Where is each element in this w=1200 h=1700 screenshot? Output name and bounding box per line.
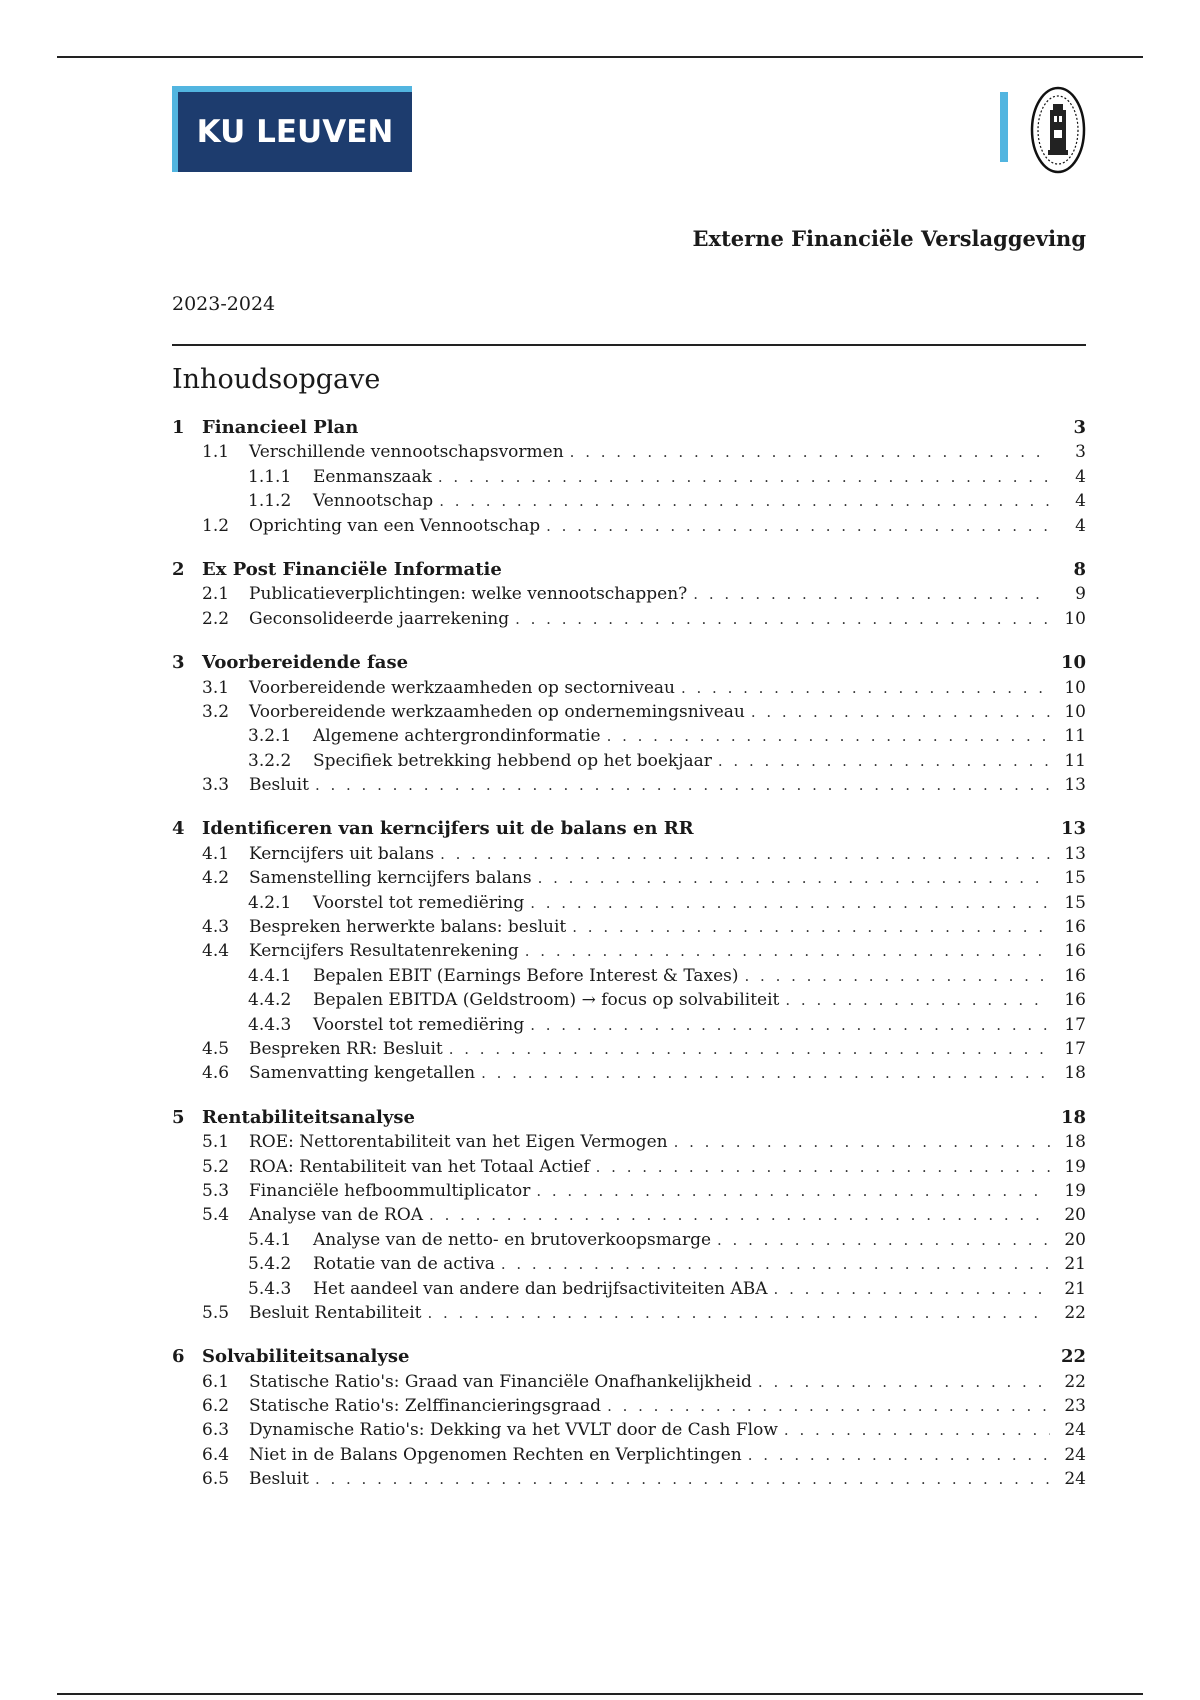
toc-page-number: 22 (1064, 1371, 1086, 1392)
toc-subsection[interactable] (172, 773, 1086, 797)
toc-page-number: 24 (1064, 1469, 1086, 1490)
toc-number: 4.2.1 (248, 892, 292, 913)
toc-subsection[interactable] (172, 1037, 1086, 1061)
toc-subsection[interactable] (172, 1467, 1086, 1491)
toc-number: 5.1 (202, 1132, 230, 1153)
toc-number: 4.4.3 (248, 1014, 292, 1035)
toc-page-number: 19 (1064, 1180, 1086, 1201)
toc-page-number: 13 (1064, 775, 1086, 796)
toc-page-number: 17 (1064, 1014, 1086, 1035)
toc-title: Bespreken herwerkte balans: besluit (249, 917, 567, 938)
toc-title: Kerncijfers uit balans (249, 843, 435, 864)
toc-subsection[interactable] (172, 1130, 1086, 1154)
toc-number: 6.3 (202, 1420, 230, 1441)
toc-subsection[interactable] (172, 1061, 1086, 1085)
dot-leader (440, 842, 1050, 866)
toc-section (172, 1106, 1086, 1326)
toc-subsubsection[interactable] (172, 1013, 1086, 1037)
toc-section (172, 817, 1086, 1085)
toc-number: 1 (172, 417, 185, 438)
toc-title: ROA: Rentabiliteit van het Totaal Actief (249, 1156, 590, 1177)
toc-title: Niet in de Balans Opgenomen Rechten en Verplichtingen (249, 1444, 742, 1465)
toc-number: 2 (172, 558, 185, 580)
toc-title: Voorstel tot remediëring (313, 892, 525, 913)
dot-leader (449, 1037, 1050, 1061)
toc-title: Rotatie van de activa (313, 1254, 495, 1275)
toc-number: 3.2 (202, 701, 230, 722)
toc-subsection[interactable] (172, 939, 1086, 963)
toc-page-number: 23 (1064, 1396, 1086, 1417)
toc-chapter[interactable] (172, 1106, 1086, 1130)
toc-number: 1.1.1 (248, 466, 292, 487)
toc-title: Besluit (249, 1469, 309, 1490)
toc-page-number: 9 (1075, 584, 1086, 605)
toc-number: 1.2 (202, 515, 230, 536)
toc-page-number: 22 (1060, 1346, 1086, 1368)
toc-title: Financieel Plan (202, 417, 359, 438)
dot-leader (429, 1203, 1050, 1227)
toc-subsection[interactable] (172, 1301, 1086, 1325)
toc-page-number: 24 (1064, 1420, 1086, 1441)
toc-number: 5.2 (202, 1156, 230, 1177)
table-of-contents (172, 416, 1086, 1512)
toc-title: Verschillende vennootschapsvormen (249, 442, 564, 463)
toc-subsubsection[interactable] (172, 988, 1086, 1012)
dot-leader (607, 1394, 1050, 1418)
toc-number: 3.2.1 (248, 726, 292, 747)
toc-title: Voorbereidende werkzaamheden op sectorniveau (249, 677, 675, 698)
toc-number: 3 (172, 652, 185, 674)
dot-leader (530, 1013, 1050, 1037)
dot-leader (515, 607, 1050, 631)
dot-leader (774, 1277, 1050, 1301)
toc-title: Voorstel tot remediëring (313, 1014, 525, 1035)
toc-title: Voorbereidende fase (202, 652, 409, 674)
toc-subsubsection[interactable] (172, 749, 1086, 773)
dot-leader (530, 891, 1050, 915)
dot-leader (439, 489, 1050, 513)
toc-title: Dynamische Ratio's: Dekking va het VVLT door de Cash Flow (249, 1420, 778, 1441)
toc-heading: Inhoudsopgave (172, 364, 381, 395)
toc-number: 4.6 (202, 1063, 230, 1084)
toc-page-number: 19 (1064, 1156, 1086, 1177)
dot-leader (748, 1443, 1050, 1467)
toc-page-number: 16 (1064, 965, 1086, 986)
toc-subsubsection[interactable] (172, 1228, 1086, 1252)
toc-subsection[interactable] (172, 1418, 1086, 1442)
toc-section (172, 558, 1086, 631)
dot-leader (745, 964, 1051, 988)
toc-page-number: 10 (1064, 608, 1086, 629)
toc-subsubsection[interactable] (172, 891, 1086, 915)
toc-title: Het aandeel van andere dan bedrijfsactiviteiten ABA (313, 1278, 768, 1299)
toc-page-number: 20 (1064, 1229, 1086, 1250)
toc-number: 2.2 (202, 608, 230, 629)
toc-title: Bespreken RR: Besluit (249, 1038, 443, 1059)
toc-title: Samenstelling kerncijfers balans (249, 868, 532, 889)
dot-leader (572, 915, 1050, 939)
toc-page-number: 10 (1060, 652, 1086, 674)
toc-page-number: 20 (1064, 1205, 1086, 1226)
dot-leader (693, 582, 1050, 606)
toc-title: Samenvatting kengetallen (249, 1063, 476, 1084)
toc-number: 6.5 (202, 1469, 230, 1490)
toc-number: 5 (172, 1106, 185, 1128)
toc-number: 4.1 (202, 843, 230, 864)
toc-number: 1.1 (202, 442, 230, 463)
toc-page-number: 8 (1073, 558, 1086, 580)
logo-text: KU LEUVEN (196, 114, 394, 150)
dot-leader (785, 988, 1050, 1012)
toc-subsection[interactable] (172, 866, 1086, 890)
toc-number: 4 (172, 818, 185, 840)
toc-page-number: 11 (1064, 726, 1086, 747)
dot-leader (570, 440, 1050, 464)
toc-title: Besluit (249, 775, 309, 796)
toc-page-number: 15 (1064, 868, 1086, 889)
toc-page-number: 18 (1064, 1132, 1086, 1153)
toc-title: ROE: Nettorentabiliteit van het Eigen Vermogen (249, 1132, 668, 1153)
toc-number: 5.4 (202, 1205, 230, 1226)
dot-leader (546, 514, 1050, 538)
toc-chapter[interactable] (172, 817, 1086, 841)
toc-title: Identificeren van kerncijfers uit de balans en RR (202, 818, 694, 840)
toc-title: Analyse van de ROA (249, 1205, 424, 1226)
dot-leader (536, 1179, 1050, 1203)
toc-page-number: 16 (1064, 917, 1086, 938)
toc-page-number: 4 (1075, 466, 1086, 487)
toc-subsection[interactable] (172, 1443, 1086, 1467)
toc-number: 2.1 (202, 584, 230, 605)
toc-number: 5.4.3 (248, 1278, 292, 1299)
toc-page-number: 21 (1064, 1254, 1086, 1275)
dot-leader (538, 866, 1050, 890)
toc-section (172, 416, 1086, 538)
dot-leader (596, 1155, 1050, 1179)
toc-page-number: 21 (1064, 1278, 1086, 1299)
dot-leader (758, 1370, 1050, 1394)
toc-number: 5.3 (202, 1180, 230, 1201)
toc-title: Financiële hefboommultiplicator (249, 1180, 531, 1201)
toc-title: Solvabiliteitsanalyse (202, 1346, 410, 1368)
university-seal-icon (1030, 86, 1086, 174)
toc-title: Algemene achtergrondinformatie (313, 726, 601, 747)
dot-leader (481, 1061, 1050, 1085)
toc-subsection[interactable] (172, 1155, 1086, 1179)
toc-page-number: 11 (1064, 750, 1086, 771)
toc-number: 3.3 (202, 775, 230, 796)
title-rule (172, 344, 1086, 346)
toc-subsubsection[interactable] (172, 465, 1086, 489)
toc-page-number: 18 (1064, 1063, 1086, 1084)
toc-subsection[interactable] (172, 1179, 1086, 1203)
toc-title: Statische Ratio's: Graad van Financiële Onafhankelijkheid (249, 1371, 752, 1392)
toc-section (172, 1345, 1086, 1491)
toc-title: Bepalen EBIT (Earnings Before Interest & Taxes) (313, 965, 739, 986)
toc-title: Publicatieverplichtingen: welke vennootschappen? (249, 584, 688, 605)
toc-subsection[interactable] (172, 1370, 1086, 1394)
dot-leader (717, 1228, 1050, 1252)
toc-number: 3.1 (202, 677, 230, 698)
toc-page-number: 18 (1060, 1106, 1086, 1128)
toc-title: Statische Ratio's: Zelffinancieringsgraad (249, 1396, 602, 1417)
toc-number: 6.4 (202, 1444, 230, 1465)
dot-leader (438, 465, 1050, 489)
toc-subsection[interactable] (172, 1394, 1086, 1418)
toc-page-number: 13 (1064, 843, 1086, 864)
toc-number: 5.4.1 (248, 1229, 292, 1250)
toc-chapter[interactable] (172, 558, 1086, 582)
toc-number: 4.4 (202, 941, 230, 962)
toc-number: 6.2 (202, 1396, 230, 1417)
toc-chapter[interactable] (172, 1345, 1086, 1369)
toc-title: Bepalen EBITDA (Geldstroom) → focus op solvabiliteit (313, 990, 780, 1011)
toc-page-number: 10 (1064, 701, 1086, 722)
toc-page-number: 16 (1064, 941, 1086, 962)
toc-page-number: 13 (1060, 818, 1086, 840)
toc-title: Analyse van de netto- en brutoverkoopsmarge (313, 1229, 712, 1250)
toc-page-number: 3 (1075, 442, 1086, 463)
toc-section (172, 651, 1086, 797)
toc-number: 4.4.2 (248, 990, 292, 1011)
toc-number: 4.2 (202, 868, 230, 889)
toc-title: Geconsolideerde jaarrekening (249, 608, 510, 629)
toc-page-number: 4 (1075, 491, 1086, 512)
dot-leader (315, 773, 1050, 797)
toc-subsection[interactable] (172, 607, 1086, 631)
toc-subsubsection[interactable] (172, 489, 1086, 513)
toc-subsubsection[interactable] (172, 724, 1086, 748)
toc-number: 4.5 (202, 1038, 230, 1059)
dot-leader (718, 749, 1050, 773)
toc-title: Vennootschap (313, 491, 434, 512)
toc-number: 4.3 (202, 917, 230, 938)
toc-subsection[interactable] (172, 842, 1086, 866)
document-title: Externe Financiële Verslaggeving (692, 226, 1086, 251)
toc-subsubsection[interactable] (172, 1252, 1086, 1276)
dot-leader (427, 1301, 1050, 1325)
toc-page-number: 16 (1064, 990, 1086, 1011)
bottom-rule (57, 1693, 1143, 1695)
toc-page-number: 15 (1064, 892, 1086, 913)
dot-leader (501, 1252, 1050, 1276)
dot-leader (784, 1418, 1050, 1442)
toc-subsection[interactable] (172, 700, 1086, 724)
toc-title: Voorbereidende werkzaamheden op ondernemingsniveau (249, 701, 745, 722)
toc-page-number: 3 (1073, 417, 1086, 438)
dot-leader (607, 724, 1050, 748)
toc-subsection[interactable] (172, 676, 1086, 700)
toc-page-number: 24 (1064, 1444, 1086, 1465)
toc-number: 1.1.2 (248, 491, 292, 512)
toc-number: 6.1 (202, 1371, 230, 1392)
toc-number: 6 (172, 1346, 185, 1368)
dot-leader (525, 939, 1050, 963)
seal-divider (1000, 92, 1008, 162)
toc-title: Rentabiliteitsanalyse (202, 1106, 415, 1128)
dot-leader (751, 700, 1050, 724)
toc-chapter[interactable] (172, 416, 1086, 440)
toc-subsection[interactable] (172, 582, 1086, 606)
toc-number: 5.4.2 (248, 1254, 292, 1275)
academic-year: 2023-2024 (172, 293, 276, 315)
toc-page-number: 17 (1064, 1038, 1086, 1059)
toc-title: Besluit Rentabiliteit (249, 1302, 422, 1323)
dot-leader (681, 676, 1050, 700)
dot-leader (674, 1130, 1050, 1154)
toc-title: Kerncijfers Resultatenrekening (249, 941, 519, 962)
toc-page-number: 22 (1064, 1302, 1086, 1323)
top-rule (57, 56, 1143, 58)
dot-leader (315, 1467, 1050, 1491)
toc-subsection[interactable] (172, 440, 1086, 464)
toc-page-number: 10 (1064, 677, 1086, 698)
toc-subsection[interactable] (172, 915, 1086, 939)
toc-title: Eenmanszaak (313, 466, 432, 487)
toc-subsection[interactable] (172, 514, 1086, 538)
toc-page-number: 4 (1075, 515, 1086, 536)
toc-number: 5.5 (202, 1302, 230, 1323)
toc-subsubsection[interactable] (172, 1277, 1086, 1301)
ku-leuven-logo (172, 86, 412, 172)
toc-chapter[interactable] (172, 651, 1086, 675)
toc-title: Specifiek betrekking hebbend op het boekjaar (313, 750, 712, 771)
toc-subsubsection[interactable] (172, 964, 1086, 988)
toc-title: Oprichting van een Vennootschap (249, 515, 541, 536)
toc-number: 3.2.2 (248, 750, 292, 771)
toc-subsection[interactable] (172, 1203, 1086, 1227)
toc-title: Ex Post Financiële Informatie (202, 558, 502, 580)
toc-number: 4.4.1 (248, 965, 292, 986)
